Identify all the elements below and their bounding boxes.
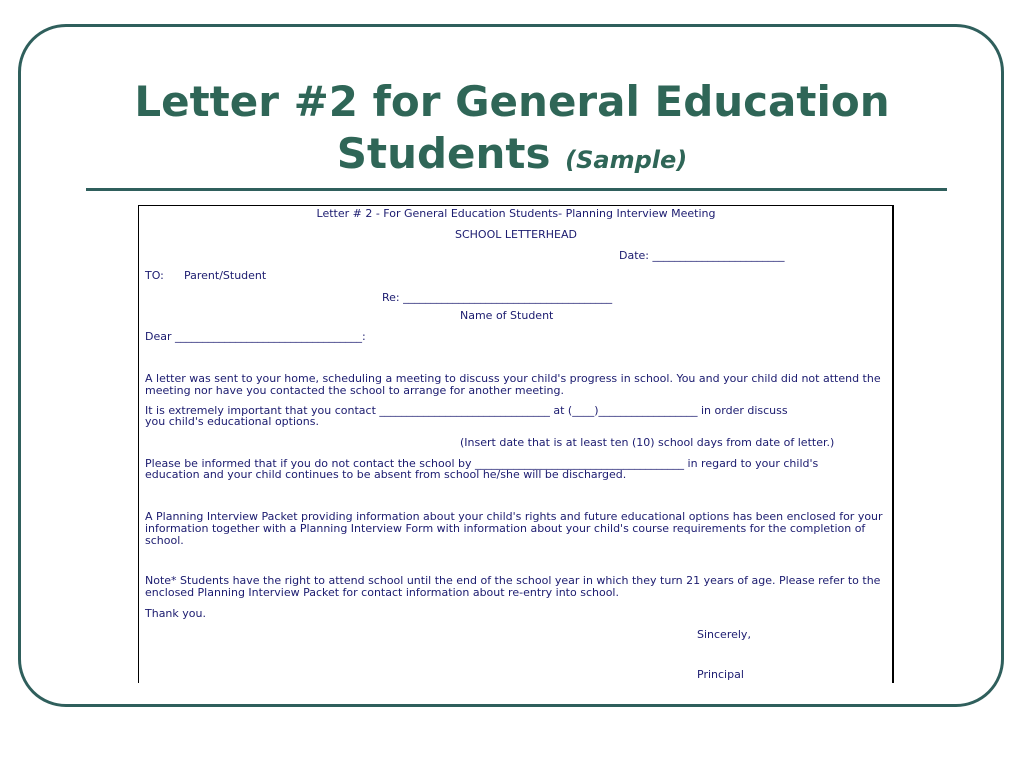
slide-title	[0, 76, 1024, 186]
paragraph-5: Note* Students have the right to attend school until the end of the school year in which they turn 21 years of age. Please refer to the enclosed Planning Interview Packet for contact information about re-entry into school.	[145, 574, 881, 599]
slide-title-students: Students	[336, 129, 551, 178]
paragraph-2-line-2: you child's educational options.	[145, 415, 319, 428]
paragraph-4: A Planning Interview Packet providing information about your child's rights and future educational options has been enclosed for your information together with a Planning Interview Form with information about your child's course requirements for the completion of school.	[145, 510, 883, 547]
slide-title-line1: Letter #2 for General Education	[134, 77, 890, 126]
letter-image	[138, 205, 894, 683]
sincerely: Sincerely,	[697, 628, 751, 641]
re-line: Re: ______________________________________	[382, 291, 613, 304]
thank-you: Thank you.	[145, 607, 206, 620]
paragraph-3-line-1: Please be informed that if you do not contact the school by ______________________________________ in regard to your child's	[145, 457, 819, 470]
letter-heading: Letter # 2 - For General Education Students- Planning Interview Meeting	[316, 207, 716, 220]
slide-title-suffix: (Sample)	[565, 146, 688, 174]
to-value: Parent/Student	[184, 269, 267, 282]
insert-date-note: (Insert date that is at least ten (10) school days from date of letter.)	[460, 436, 835, 449]
name-of-student-label: Name of Student	[460, 309, 554, 322]
title-divider	[86, 188, 947, 191]
paragraph-3-line-2: education and your child continues to be absent from school he/she will be discharged.	[145, 468, 627, 481]
principal-signature: Principal	[697, 668, 744, 681]
slide-title-line2	[0, 128, 1024, 186]
letterhead-label: SCHOOL LETTERHEAD	[454, 228, 577, 241]
paragraph-1: A letter was sent to your home, scheduling a meeting to discuss your child's progress in school. You and your child did not attend the meeting nor have you contacted the school to arrange for another meeting.	[145, 372, 881, 397]
dear-line: Dear __________________________________:	[145, 330, 366, 343]
to-label: TO:	[145, 269, 164, 282]
paragraph-2-line-1: It is extremely important that you contact _______________________________ at (____)__________________ in order discuss	[145, 404, 788, 417]
date-line: Date: ________________________	[619, 249, 785, 262]
